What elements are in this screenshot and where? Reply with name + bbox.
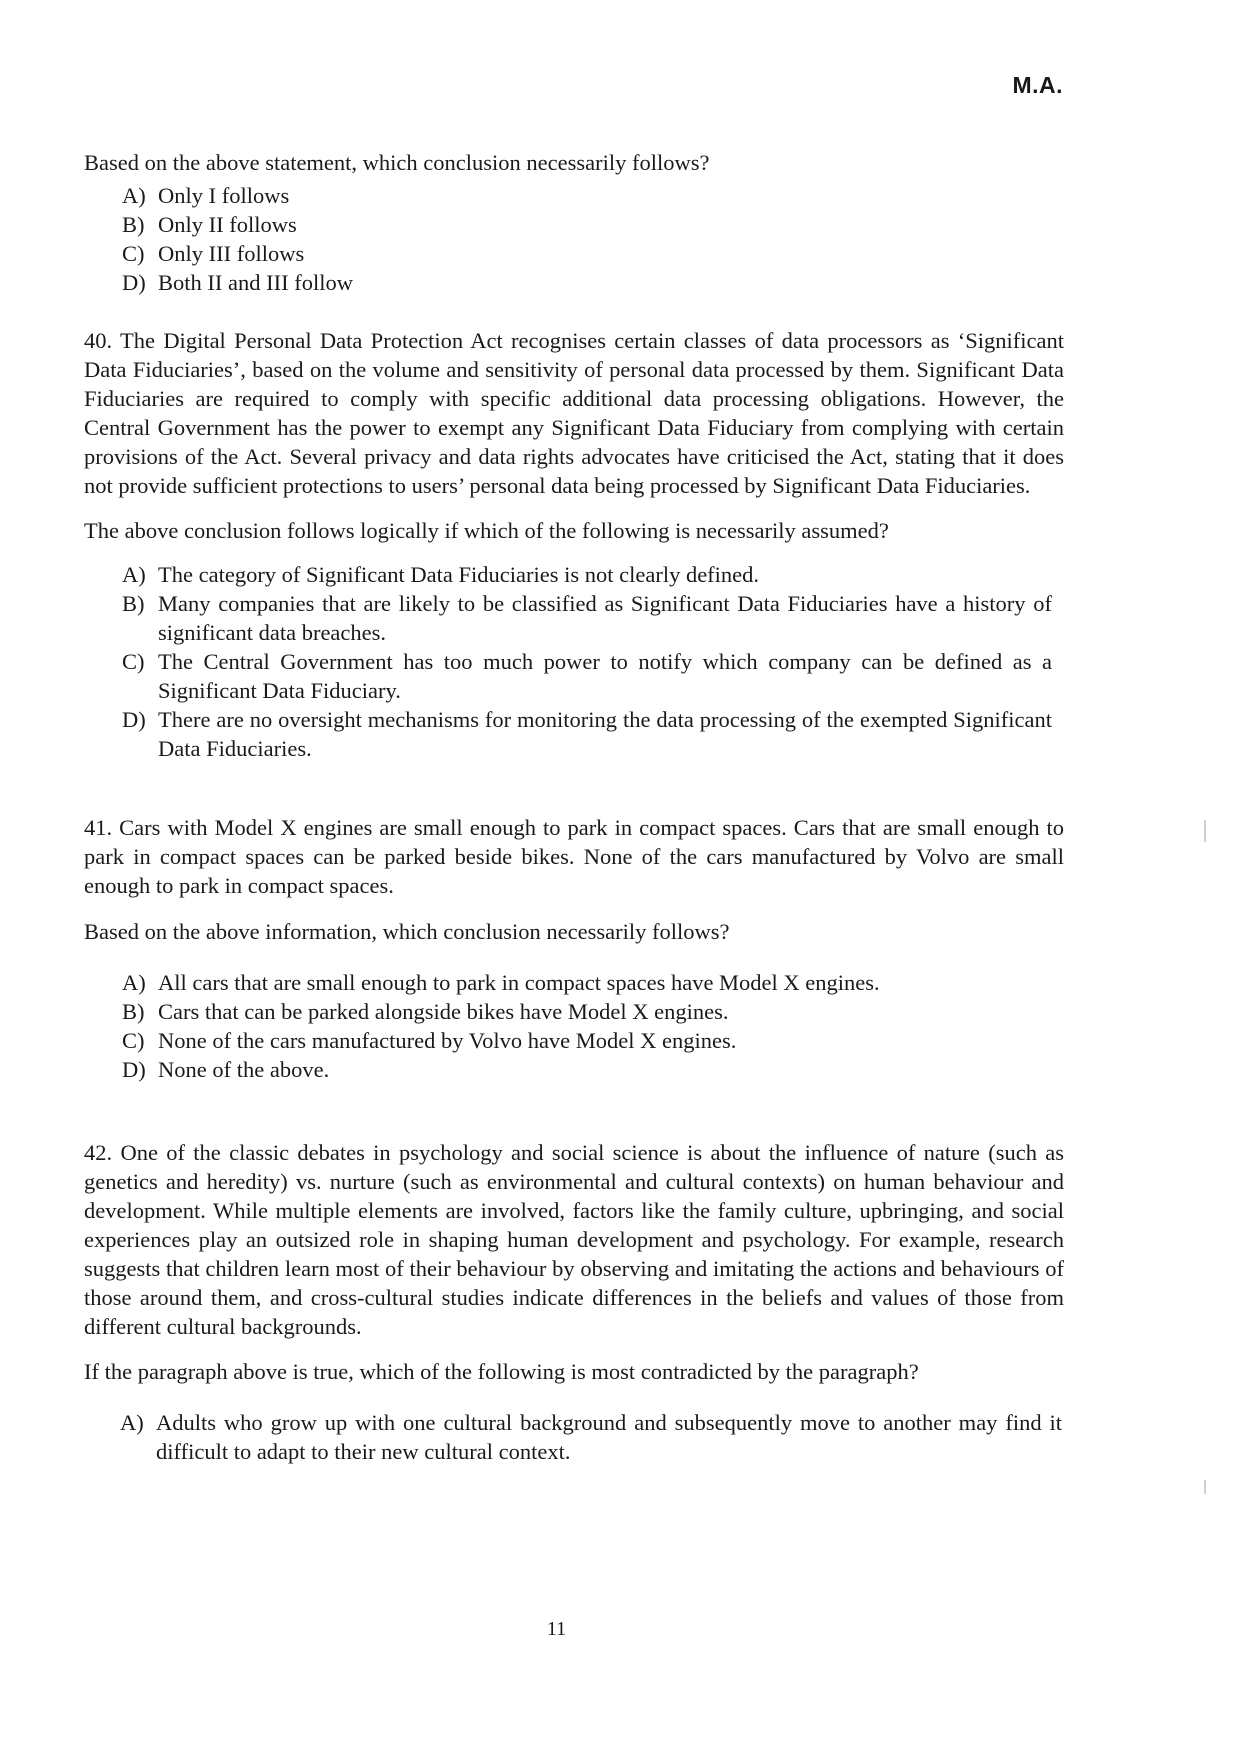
question-prompt: If the paragraph above is true, which of the following is most contradicted by the paragraph? (84, 1359, 919, 1384)
option-letter: D) (122, 270, 146, 295)
option-b (122, 997, 1064, 1026)
option-text: Cars that can be parked alongside bikes have Model X engines. (158, 999, 729, 1024)
option-text: All cars that are small enough to park in compact spaces have Model X engines. (158, 970, 880, 995)
option-list (84, 1408, 1062, 1466)
option-letter: B) (122, 212, 145, 237)
option-letter: C) (122, 241, 145, 266)
option-d (122, 1055, 1064, 1084)
option-text: Only II follows (158, 212, 297, 237)
option-letter: C) (122, 1028, 145, 1053)
question-passage: 42. One of the classic debates in psychology and social science is about the influence of nature (such as genetics and heredity) vs. nurture (such as environmental and cultural contexts) on human behaviour and development. While multiple elements are involved, factors like the family culture, upbringing, and social experiences play an outsized role in shaping human development and psychology. For example, research suggests that children learn most of their behaviour by observing and imitating the actions and behaviours of those around them, and cross-cultural studies indicate differences in the beliefs and values of those from different cultural backgrounds. (84, 1140, 1064, 1339)
option-a (122, 181, 1064, 210)
option-b (122, 589, 1052, 647)
question-prompt: Based on the above information, which conclusion necessarily follows? (84, 919, 730, 944)
option-text: Only III follows (158, 241, 305, 266)
option-text: The category of Significant Data Fiduciaries is not clearly defined. (158, 562, 760, 587)
option-text: None of the cars manufactured by Volvo have Model X engines. (158, 1028, 737, 1053)
question-40 (84, 326, 1064, 763)
option-text: Adults who grow up with one cultural background and subsequently move to another may find it difficult to adapt to their new cultural context. (156, 1410, 1062, 1464)
option-a (122, 560, 1052, 589)
option-a (122, 968, 1064, 997)
option-letter: B) (122, 591, 145, 616)
option-text: The Central Government has too much power to notify which company can be defined as a Significant Data Fiduciary. (158, 649, 1052, 703)
question-passage: 40. The Digital Personal Data Protection Act recognises certain classes of data processors as ‘Significant Data Fiduciaries’, based on the volume and sensitivity of personal data processed by them. Significant Data Fiduciaries are required to comply with specific additional data processing obligations. However, the Central Government has the power to exempt any Significant Data Fiduciary from complying with certain provisions of the Act. Several privacy and data rights advocates have criticised the Act, stating that it does not provide sufficient protections to users’ personal data being processed by Significant Data Fiduciaries. (84, 328, 1064, 498)
question-passage: 41. Cars with Model X engines are small enough to park in compact spaces. Cars that are small enough to park in compact spaces can be parked beside bikes. None of the cars manufactured by Volvo are small enough to park in compact spaces. (84, 815, 1064, 898)
option-list (84, 968, 1064, 1084)
option-c (122, 239, 1064, 268)
option-letter: A) (122, 970, 146, 995)
option-list (84, 560, 1052, 763)
option-letter: A) (122, 562, 146, 587)
option-text: Many companies that are likely to be classified as Significant Data Fiduciaries have a history of significant data breaches. (158, 591, 1052, 645)
option-a (120, 1408, 1062, 1466)
scan-edge-mark (1204, 1480, 1206, 1494)
option-text: Only I follows (158, 183, 290, 208)
option-text: There are no oversight mechanisms for monitoring the data processing of the exempted Significant Data Fiduciaries. (158, 707, 1052, 761)
page-content (84, 148, 1064, 1466)
option-letter: A) (122, 183, 146, 208)
page-number: 11 (546, 1618, 567, 1640)
option-letter: C) (122, 649, 145, 674)
scan-edge-mark (1204, 820, 1206, 842)
option-letter: B) (122, 999, 145, 1024)
option-text: None of the above. (158, 1057, 330, 1082)
option-b (122, 210, 1064, 239)
option-letter: D) (122, 707, 146, 732)
option-c (122, 647, 1052, 705)
option-text: Both II and III follow (158, 270, 353, 295)
question-prompt: Based on the above statement, which conclusion necessarily follows? (84, 150, 710, 175)
previous-question-continuation (84, 148, 1064, 297)
option-letter: A) (120, 1410, 144, 1435)
question-prompt: The above conclusion follows logically if which of the following is necessarily assumed? (84, 518, 889, 543)
question-41 (84, 813, 1064, 1084)
option-c (122, 1026, 1064, 1055)
paper-code: M.A. (1012, 72, 1063, 98)
option-d (122, 705, 1052, 763)
option-list (84, 181, 1064, 297)
option-letter: D) (122, 1057, 146, 1082)
option-d (122, 268, 1064, 297)
question-42 (84, 1138, 1064, 1466)
